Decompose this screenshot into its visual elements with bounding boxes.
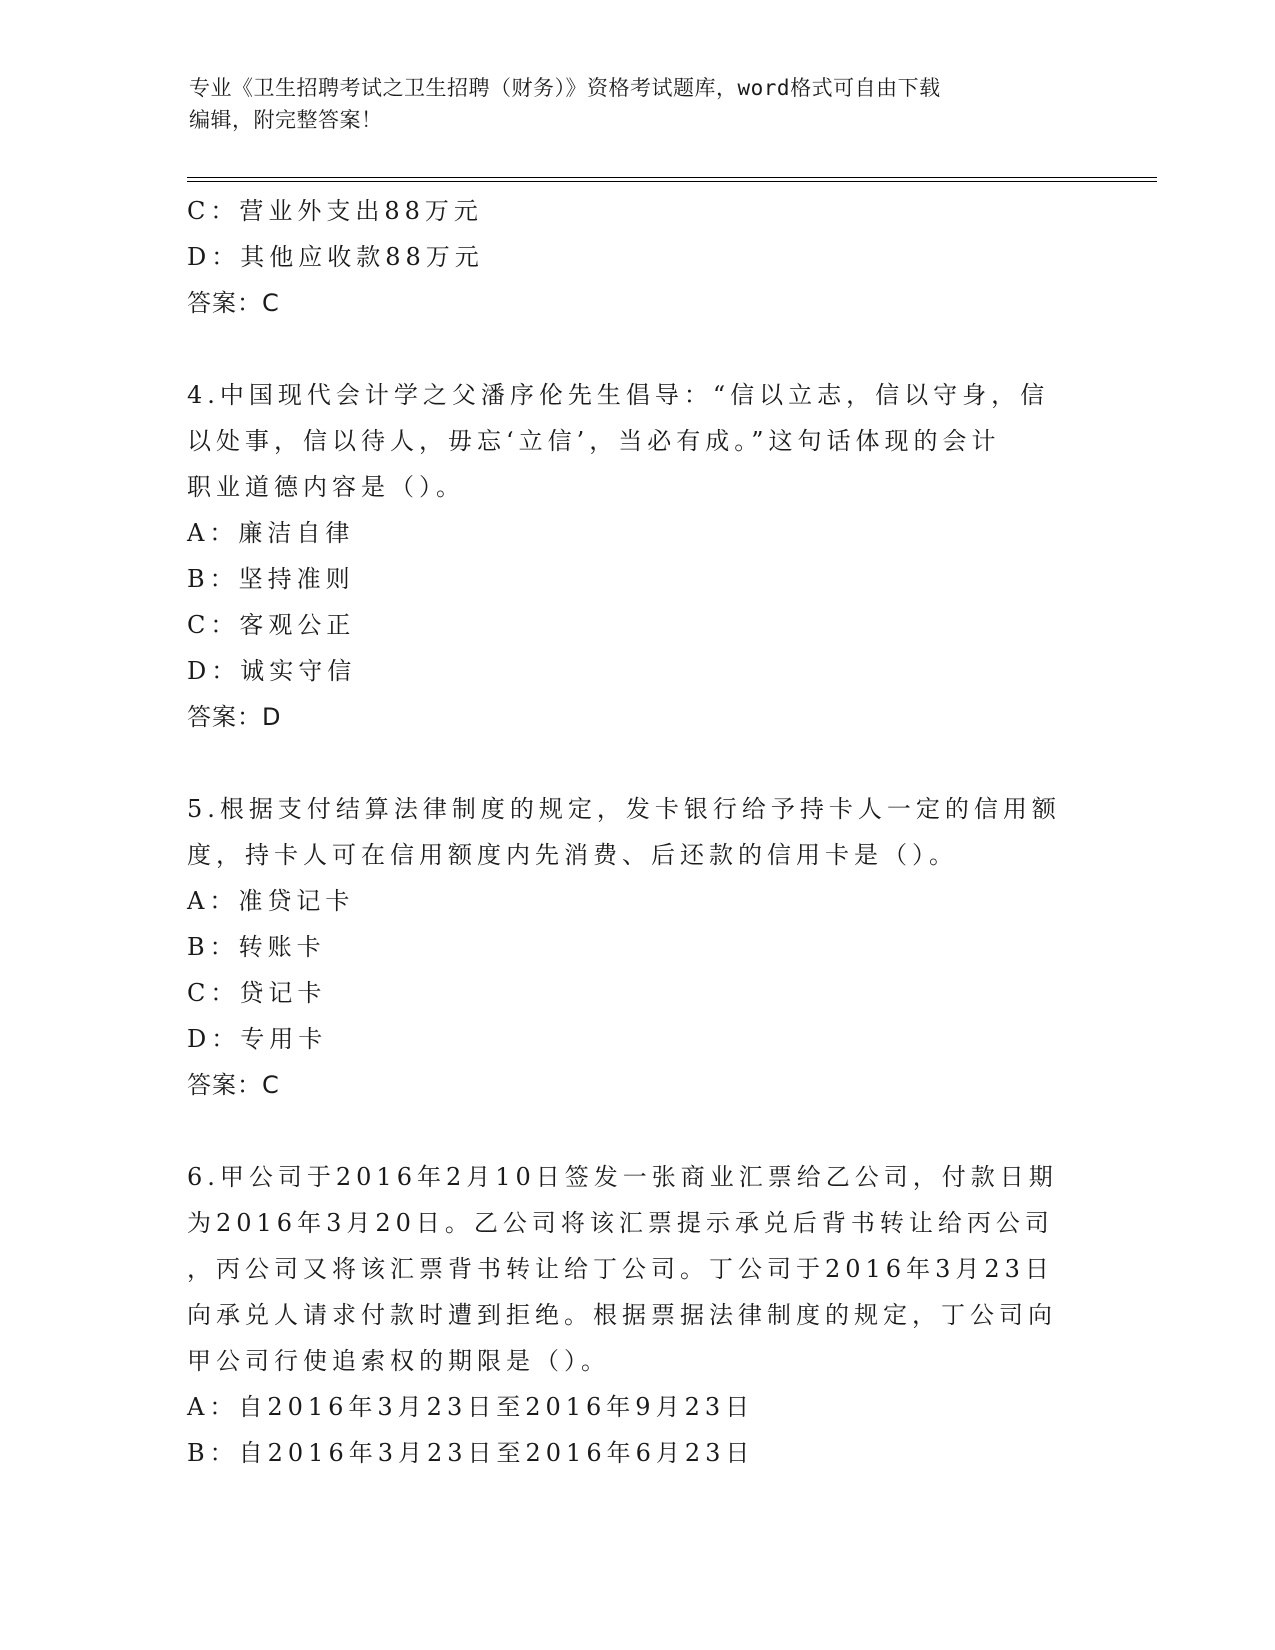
stem-line: 5.根据支付结算法律制度的规定，发卡银行给予持卡人一定的信用额 — [187, 795, 1061, 823]
question-stem — [187, 786, 1187, 878]
stem-line: 6.甲公司于2016年2月10日签发一张商业汇票给乙公司，付款日期 — [187, 1163, 1058, 1191]
option-a: A：廉洁自律 — [187, 519, 355, 547]
option-b: B：转账卡 — [187, 933, 326, 961]
answer-line: 答案：C — [187, 289, 280, 317]
stem-line: 以处事，信以待人，毋忘‘立信’，当必有成。”这句话体现的会计 — [187, 427, 1001, 455]
option-a: A：自2016年3月23日至2016年9月23日 — [187, 1393, 755, 1421]
option-b: B：自2016年3月23日至2016年6月23日 — [187, 1439, 755, 1467]
option-a: A：准贷记卡 — [187, 887, 355, 915]
stem-line: 甲公司行使追索权的期限是（）。 — [187, 1347, 610, 1375]
question-6 — [187, 1154, 1187, 1476]
question-5 — [187, 786, 1187, 1108]
document-body — [187, 188, 1187, 1476]
option-c: C：营业外支出88万元 — [187, 197, 483, 225]
stem-line: ，丙公司又将该汇票背书转让给丁公司。丁公司于2016年3月23日 — [187, 1255, 1054, 1283]
header-line-1: 专业《卫生招聘考试之卫生招聘（财务）》资格考试题库，word格式可自由下载 — [189, 76, 941, 100]
option-c: C：贷记卡 — [187, 979, 327, 1007]
question-4 — [187, 372, 1187, 740]
header-line-2: 编辑，附完整答案！ — [189, 108, 383, 132]
question-stem — [187, 372, 1187, 510]
answer-line: 答案：C — [187, 1071, 280, 1099]
option-d: D：专用卡 — [187, 1025, 328, 1053]
stem-line: 4.中国现代会计学之父潘序伦先生倡导：“信以立志，信以守身，信 — [187, 381, 1050, 409]
option-b: B：坚持准则 — [187, 565, 355, 593]
stem-line: 向承兑人请求付款时遭到拒绝。根据票据法律制度的规定，丁公司向 — [187, 1301, 1057, 1329]
document-header — [189, 72, 1089, 136]
option-c: C：客观公正 — [187, 611, 356, 639]
header-divider-bottom — [187, 181, 1157, 182]
stem-line: 度，持卡人可在信用额度内先消费、后还款的信用卡是（）。 — [187, 841, 958, 869]
question-stem — [187, 1154, 1187, 1384]
header-divider-top — [187, 177, 1157, 178]
option-d: D：诚实守信 — [187, 657, 357, 685]
stem-line: 职业道德内容是（）。 — [187, 473, 465, 501]
option-d: D：其他应收款88万元 — [187, 243, 484, 271]
answer-line: 答案：D — [187, 703, 282, 731]
stem-line: 为2016年3月20日。乙公司将该汇票提示承兑后背书转让给丙公司 — [187, 1209, 1054, 1237]
question-3-tail — [187, 188, 1187, 326]
